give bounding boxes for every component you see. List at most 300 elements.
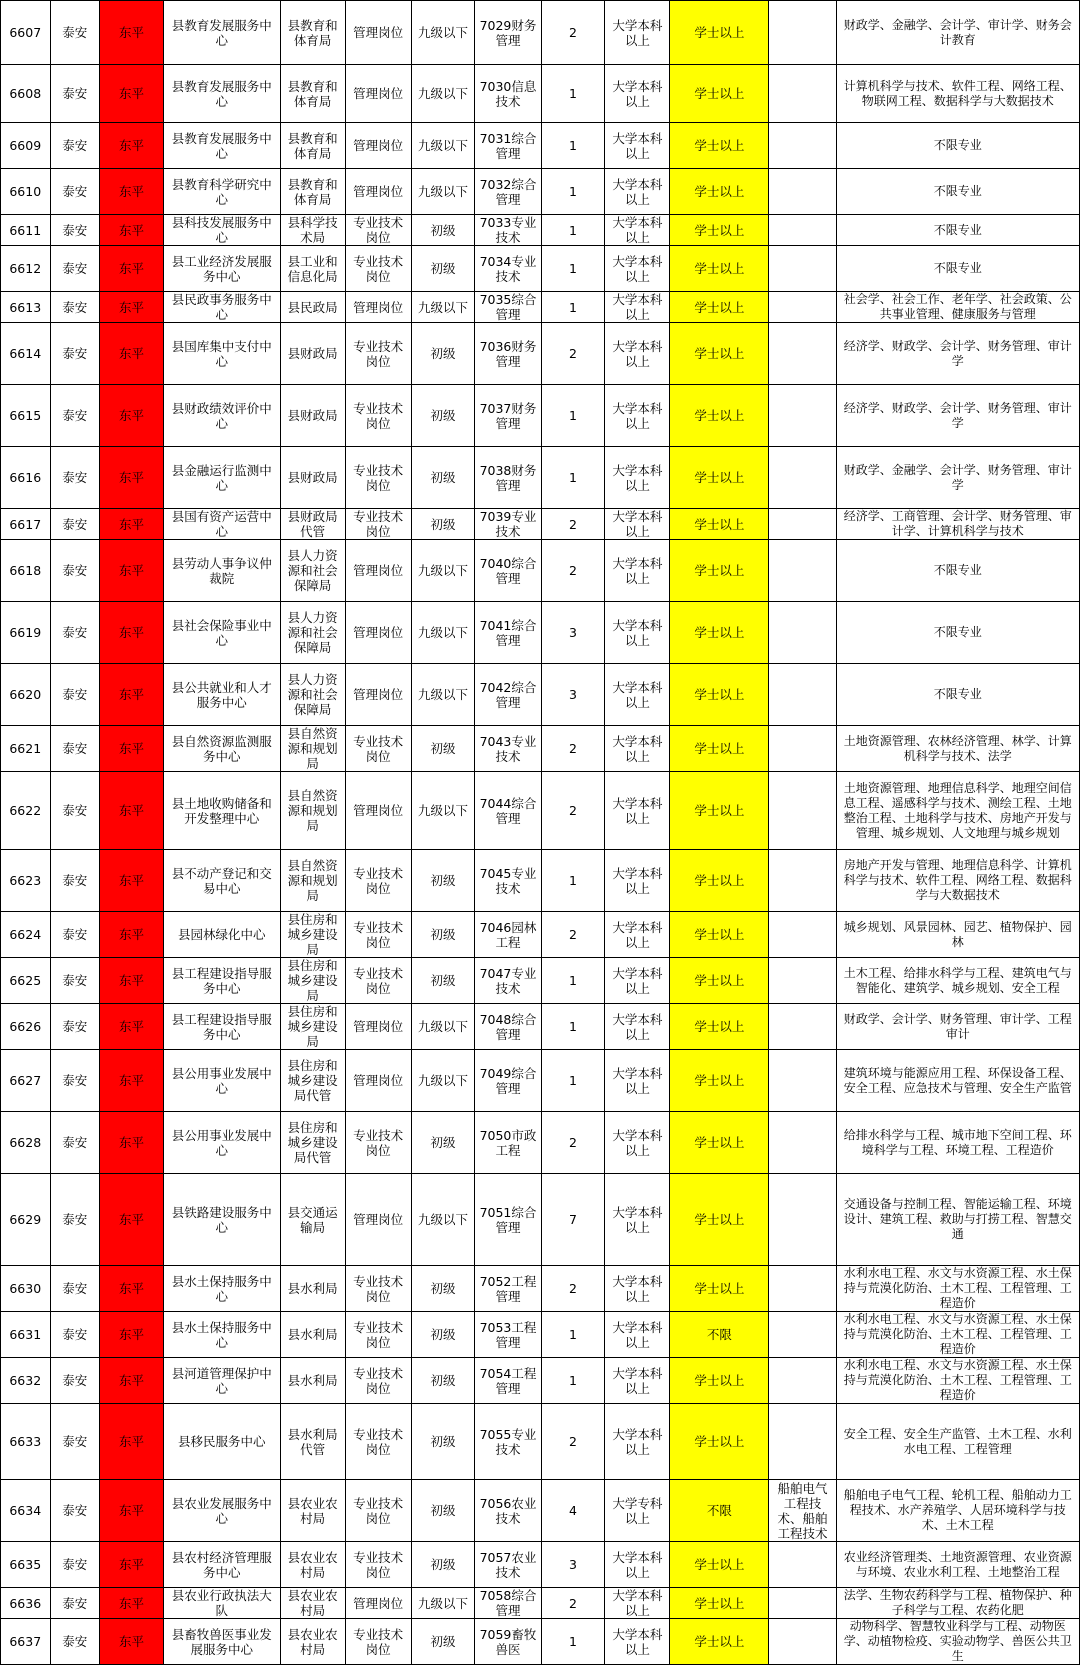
education-cell: 大学本科以上 bbox=[605, 726, 670, 772]
unit-name-cell: 县教育科学研究中心 bbox=[163, 169, 280, 215]
degree-cell: 学士以上 bbox=[670, 1619, 769, 1665]
headcount-cell: 2 bbox=[541, 912, 605, 958]
bachelor-major-cell: 不限专业 bbox=[836, 602, 1079, 664]
headcount-cell: 3 bbox=[541, 664, 605, 726]
degree-cell: 学士以上 bbox=[670, 1266, 769, 1312]
headcount-cell: 1 bbox=[541, 215, 605, 246]
county-cell: 东平 bbox=[100, 540, 164, 602]
post-type-cell: 专业技术岗位 bbox=[345, 1404, 411, 1480]
post-level-cell: 九级以下 bbox=[411, 1588, 475, 1619]
table-row bbox=[1, 850, 1080, 912]
post-id-cell: 6619 bbox=[1, 602, 51, 664]
associate-major-cell bbox=[769, 123, 836, 169]
post-level-cell: 初级 bbox=[411, 958, 475, 1004]
post-code-name-cell: 7033专业技术 bbox=[475, 215, 541, 246]
associate-major-cell bbox=[769, 912, 836, 958]
degree-cell: 不限 bbox=[670, 1480, 769, 1542]
department-cell: 县水利局代管 bbox=[280, 1404, 345, 1480]
bachelor-major-cell: 不限专业 bbox=[836, 169, 1079, 215]
department-cell: 县住房和城乡建设局代管 bbox=[280, 1050, 345, 1112]
county-cell: 东平 bbox=[100, 1, 164, 65]
post-type-cell: 管理岗位 bbox=[345, 123, 411, 169]
post-level-cell: 初级 bbox=[411, 850, 475, 912]
associate-major-cell bbox=[769, 1619, 836, 1665]
unit-name-cell: 县工程建设指导服务中心 bbox=[163, 958, 280, 1004]
unit-name-cell: 县铁路建设服务中心 bbox=[163, 1174, 280, 1266]
bachelor-major-cell: 土地资源管理、农林经济管理、林学、计算机科学与技术、法学 bbox=[836, 726, 1079, 772]
department-cell: 县教育和体育局 bbox=[280, 169, 345, 215]
city-cell: 泰安 bbox=[50, 540, 100, 602]
post-level-cell: 九级以下 bbox=[411, 65, 475, 123]
education-cell: 大学本科以上 bbox=[605, 292, 670, 323]
post-id-cell: 6628 bbox=[1, 1112, 51, 1174]
post-id-cell: 6625 bbox=[1, 958, 51, 1004]
department-cell: 县教育和体育局 bbox=[280, 1, 345, 65]
post-id-cell: 6630 bbox=[1, 1266, 51, 1312]
associate-major-cell bbox=[769, 1266, 836, 1312]
table-row bbox=[1, 323, 1080, 385]
associate-major-cell bbox=[769, 323, 836, 385]
education-cell: 大学专科以上 bbox=[605, 1480, 670, 1542]
county-cell: 东平 bbox=[100, 850, 164, 912]
degree-cell: 学士以上 bbox=[670, 385, 769, 447]
city-cell: 泰安 bbox=[50, 246, 100, 292]
bachelor-major-cell: 土木工程、给排水科学与工程、建筑电气与智能化、建筑学、城乡规划、安全工程 bbox=[836, 958, 1079, 1004]
bachelor-major-cell: 经济学、财政学、会计学、财务管理、审计学 bbox=[836, 385, 1079, 447]
department-cell: 县住房和城乡建设局代管 bbox=[280, 1112, 345, 1174]
education-cell: 大学本科以上 bbox=[605, 1542, 670, 1588]
post-type-cell: 管理岗位 bbox=[345, 772, 411, 850]
education-cell: 大学本科以上 bbox=[605, 1312, 670, 1358]
post-level-cell: 初级 bbox=[411, 1312, 475, 1358]
bachelor-major-cell: 财政学、金融学、会计学、财务管理、审计学 bbox=[836, 447, 1079, 509]
headcount-cell: 1 bbox=[541, 1619, 605, 1665]
associate-major-cell bbox=[769, 850, 836, 912]
unit-name-cell: 县工业经济发展服务中心 bbox=[163, 246, 280, 292]
county-cell: 东平 bbox=[100, 169, 164, 215]
table-row bbox=[1, 1619, 1080, 1665]
post-code-name-cell: 7048综合管理 bbox=[475, 1004, 541, 1050]
post-type-cell: 专业技术岗位 bbox=[345, 1266, 411, 1312]
associate-major-cell bbox=[769, 169, 836, 215]
city-cell: 泰安 bbox=[50, 1542, 100, 1588]
unit-name-cell: 县国有资产运营中心 bbox=[163, 509, 280, 540]
unit-name-cell: 县水土保持服务中心 bbox=[163, 1266, 280, 1312]
degree-cell: 学士以上 bbox=[670, 1588, 769, 1619]
post-level-cell: 九级以下 bbox=[411, 1050, 475, 1112]
county-cell: 东平 bbox=[100, 509, 164, 540]
degree-cell: 学士以上 bbox=[670, 447, 769, 509]
bachelor-major-cell: 不限专业 bbox=[836, 540, 1079, 602]
education-cell: 大学本科以上 bbox=[605, 1588, 670, 1619]
department-cell: 县教育和体育局 bbox=[280, 65, 345, 123]
city-cell: 泰安 bbox=[50, 323, 100, 385]
post-code-name-cell: 7041综合管理 bbox=[475, 602, 541, 664]
degree-cell: 学士以上 bbox=[670, 215, 769, 246]
post-type-cell: 专业技术岗位 bbox=[345, 323, 411, 385]
department-cell: 县科学技术局 bbox=[280, 215, 345, 246]
post-id-cell: 6618 bbox=[1, 540, 51, 602]
post-type-cell: 管理岗位 bbox=[345, 1050, 411, 1112]
post-level-cell: 九级以下 bbox=[411, 1, 475, 65]
post-id-cell: 6612 bbox=[1, 246, 51, 292]
post-type-cell: 专业技术岗位 bbox=[345, 1619, 411, 1665]
unit-name-cell: 县科技发展服务中心 bbox=[163, 215, 280, 246]
table-row bbox=[1, 664, 1080, 726]
unit-name-cell: 县不动产登记和交易中心 bbox=[163, 850, 280, 912]
post-type-cell: 管理岗位 bbox=[345, 1004, 411, 1050]
table-row bbox=[1, 246, 1080, 292]
unit-name-cell: 县农业行政执法大队 bbox=[163, 1588, 280, 1619]
bachelor-major-cell: 不限专业 bbox=[836, 664, 1079, 726]
unit-name-cell: 县公用事业发展中心 bbox=[163, 1050, 280, 1112]
education-cell: 大学本科以上 bbox=[605, 169, 670, 215]
associate-major-cell bbox=[769, 958, 836, 1004]
city-cell: 泰安 bbox=[50, 169, 100, 215]
headcount-cell: 1 bbox=[541, 65, 605, 123]
degree-cell: 学士以上 bbox=[670, 1404, 769, 1480]
bachelor-major-cell: 水利水电工程、水文与水资源工程、水土保持与荒漠化防治、土木工程、工程管理、工程造价 bbox=[836, 1266, 1079, 1312]
city-cell: 泰安 bbox=[50, 1174, 100, 1266]
post-type-cell: 专业技术岗位 bbox=[345, 850, 411, 912]
education-cell: 大学本科以上 bbox=[605, 850, 670, 912]
associate-major-cell bbox=[769, 1542, 836, 1588]
degree-cell: 学士以上 bbox=[670, 123, 769, 169]
county-cell: 东平 bbox=[100, 1174, 164, 1266]
city-cell: 泰安 bbox=[50, 850, 100, 912]
education-cell: 大学本科以上 bbox=[605, 602, 670, 664]
headcount-cell: 7 bbox=[541, 1174, 605, 1266]
headcount-cell: 2 bbox=[541, 1112, 605, 1174]
city-cell: 泰安 bbox=[50, 1404, 100, 1480]
post-id-cell: 6627 bbox=[1, 1050, 51, 1112]
education-cell: 大学本科以上 bbox=[605, 509, 670, 540]
degree-cell: 学士以上 bbox=[670, 540, 769, 602]
city-cell: 泰安 bbox=[50, 292, 100, 323]
department-cell: 县财政局 bbox=[280, 447, 345, 509]
table-row bbox=[1, 1266, 1080, 1312]
headcount-cell: 2 bbox=[541, 1266, 605, 1312]
post-type-cell: 管理岗位 bbox=[345, 664, 411, 726]
degree-cell: 学士以上 bbox=[670, 1004, 769, 1050]
department-cell: 县人力资源和社会保障局 bbox=[280, 540, 345, 602]
post-level-cell: 初级 bbox=[411, 1112, 475, 1174]
unit-name-cell: 县水土保持服务中心 bbox=[163, 1312, 280, 1358]
table-row bbox=[1, 123, 1080, 169]
table-row bbox=[1, 169, 1080, 215]
city-cell: 泰安 bbox=[50, 1112, 100, 1174]
unit-name-cell: 县国库集中支付中心 bbox=[163, 323, 280, 385]
post-type-cell: 专业技术岗位 bbox=[345, 912, 411, 958]
table-row bbox=[1, 1112, 1080, 1174]
degree-cell: 学士以上 bbox=[670, 169, 769, 215]
headcount-cell: 1 bbox=[541, 1358, 605, 1404]
department-cell: 县水利局 bbox=[280, 1266, 345, 1312]
table-row bbox=[1, 1480, 1080, 1542]
city-cell: 泰安 bbox=[50, 1, 100, 65]
post-id-cell: 6623 bbox=[1, 850, 51, 912]
bachelor-major-cell: 动物科学、智慧牧业科学与工程、动物医学、动植物检疫、实验动物学、兽医公共卫生 bbox=[836, 1619, 1079, 1665]
unit-name-cell: 县园林绿化中心 bbox=[163, 912, 280, 958]
department-cell: 县自然资源和规划局 bbox=[280, 850, 345, 912]
post-code-name-cell: 7051综合管理 bbox=[475, 1174, 541, 1266]
education-cell: 大学本科以上 bbox=[605, 664, 670, 726]
bachelor-major-cell: 财政学、金融学、会计学、审计学、财务会计教育 bbox=[836, 1, 1079, 65]
table-row bbox=[1, 726, 1080, 772]
table-row bbox=[1, 292, 1080, 323]
post-level-cell: 初级 bbox=[411, 385, 475, 447]
post-type-cell: 专业技术岗位 bbox=[345, 385, 411, 447]
unit-name-cell: 县农村经济管理服务中心 bbox=[163, 1542, 280, 1588]
city-cell: 泰安 bbox=[50, 726, 100, 772]
county-cell: 东平 bbox=[100, 323, 164, 385]
headcount-cell: 1 bbox=[541, 292, 605, 323]
post-id-cell: 6633 bbox=[1, 1404, 51, 1480]
table-row bbox=[1, 958, 1080, 1004]
city-cell: 泰安 bbox=[50, 1050, 100, 1112]
table-row bbox=[1, 215, 1080, 246]
post-level-cell: 初级 bbox=[411, 1480, 475, 1542]
post-code-name-cell: 7059畜牧兽医 bbox=[475, 1619, 541, 1665]
post-code-name-cell: 7050市政工程 bbox=[475, 1112, 541, 1174]
post-level-cell: 九级以下 bbox=[411, 602, 475, 664]
education-cell: 大学本科以上 bbox=[605, 1619, 670, 1665]
county-cell: 东平 bbox=[100, 65, 164, 123]
post-level-cell: 初级 bbox=[411, 912, 475, 958]
bachelor-major-cell: 船舶电子电气工程、轮机工程、船舶动力工程技术、水产养殖学、人居环境科学与技术、土木工程 bbox=[836, 1480, 1079, 1542]
table-row bbox=[1, 1404, 1080, 1480]
post-id-cell: 6626 bbox=[1, 1004, 51, 1050]
post-id-cell: 6624 bbox=[1, 912, 51, 958]
post-id-cell: 6608 bbox=[1, 65, 51, 123]
post-level-cell: 初级 bbox=[411, 447, 475, 509]
education-cell: 大学本科以上 bbox=[605, 1358, 670, 1404]
city-cell: 泰安 bbox=[50, 958, 100, 1004]
post-id-cell: 6629 bbox=[1, 1174, 51, 1266]
county-cell: 东平 bbox=[100, 1404, 164, 1480]
post-level-cell: 九级以下 bbox=[411, 1004, 475, 1050]
post-id-cell: 6636 bbox=[1, 1588, 51, 1619]
department-cell: 县人力资源和社会保障局 bbox=[280, 602, 345, 664]
unit-name-cell: 县金融运行监测中心 bbox=[163, 447, 280, 509]
post-code-name-cell: 7042综合管理 bbox=[475, 664, 541, 726]
city-cell: 泰安 bbox=[50, 664, 100, 726]
headcount-cell: 2 bbox=[541, 540, 605, 602]
table-row bbox=[1, 912, 1080, 958]
unit-name-cell: 县自然资源监测服务中心 bbox=[163, 726, 280, 772]
bachelor-major-cell: 社会学、社会工作、老年学、社会政策、公共事业管理、健康服务与管理 bbox=[836, 292, 1079, 323]
associate-major-cell bbox=[769, 664, 836, 726]
post-id-cell: 6632 bbox=[1, 1358, 51, 1404]
post-level-cell: 初级 bbox=[411, 323, 475, 385]
associate-major-cell bbox=[769, 1588, 836, 1619]
associate-major-cell bbox=[769, 1312, 836, 1358]
post-level-cell: 九级以下 bbox=[411, 772, 475, 850]
table-row bbox=[1, 509, 1080, 540]
table-row bbox=[1, 1, 1080, 65]
headcount-cell: 1 bbox=[541, 958, 605, 1004]
county-cell: 东平 bbox=[100, 1588, 164, 1619]
county-cell: 东平 bbox=[100, 123, 164, 169]
headcount-cell: 2 bbox=[541, 1, 605, 65]
post-level-cell: 初级 bbox=[411, 1542, 475, 1588]
associate-major-cell bbox=[769, 772, 836, 850]
degree-cell: 学士以上 bbox=[670, 602, 769, 664]
department-cell: 县财政局 bbox=[280, 323, 345, 385]
headcount-cell: 1 bbox=[541, 1312, 605, 1358]
post-type-cell: 专业技术岗位 bbox=[345, 215, 411, 246]
county-cell: 东平 bbox=[100, 602, 164, 664]
county-cell: 东平 bbox=[100, 912, 164, 958]
county-cell: 东平 bbox=[100, 1542, 164, 1588]
headcount-cell: 3 bbox=[541, 1542, 605, 1588]
department-cell: 县农业农村局 bbox=[280, 1588, 345, 1619]
post-id-cell: 6620 bbox=[1, 664, 51, 726]
unit-name-cell: 县教育发展服务中心 bbox=[163, 1, 280, 65]
associate-major-cell bbox=[769, 1404, 836, 1480]
department-cell: 县工业和信息化局 bbox=[280, 246, 345, 292]
headcount-cell: 2 bbox=[541, 772, 605, 850]
degree-cell: 不限 bbox=[670, 1312, 769, 1358]
table-row bbox=[1, 1050, 1080, 1112]
city-cell: 泰安 bbox=[50, 509, 100, 540]
post-level-cell: 初级 bbox=[411, 509, 475, 540]
city-cell: 泰安 bbox=[50, 123, 100, 169]
city-cell: 泰安 bbox=[50, 1266, 100, 1312]
unit-name-cell: 县农业发展服务中心 bbox=[163, 1480, 280, 1542]
headcount-cell: 1 bbox=[541, 1004, 605, 1050]
county-cell: 东平 bbox=[100, 1266, 164, 1312]
bachelor-major-cell: 建筑环境与能源应用工程、环保设备工程、安全工程、应急技术与管理、安全生产监管 bbox=[836, 1050, 1079, 1112]
post-level-cell: 初级 bbox=[411, 1404, 475, 1480]
bachelor-major-cell: 安全工程、安全生产监管、土木工程、水利水电工程、工程管理 bbox=[836, 1404, 1079, 1480]
bachelor-major-cell: 水利水电工程、水文与水资源工程、水土保持与荒漠化防治、土木工程、工程管理、工程造价 bbox=[836, 1312, 1079, 1358]
post-code-name-cell: 7034专业技术 bbox=[475, 246, 541, 292]
bachelor-major-cell: 城乡规划、风景园林、园艺、植物保护、园林 bbox=[836, 912, 1079, 958]
education-cell: 大学本科以上 bbox=[605, 246, 670, 292]
city-cell: 泰安 bbox=[50, 1358, 100, 1404]
department-cell: 县财政局 bbox=[280, 385, 345, 447]
department-cell: 县教育和体育局 bbox=[280, 123, 345, 169]
city-cell: 泰安 bbox=[50, 772, 100, 850]
degree-cell: 学士以上 bbox=[670, 664, 769, 726]
county-cell: 东平 bbox=[100, 385, 164, 447]
education-cell: 大学本科以上 bbox=[605, 65, 670, 123]
department-cell: 县水利局 bbox=[280, 1312, 345, 1358]
post-level-cell: 初级 bbox=[411, 1358, 475, 1404]
county-cell: 东平 bbox=[100, 1312, 164, 1358]
post-type-cell: 专业技术岗位 bbox=[345, 958, 411, 1004]
department-cell: 县住房和城乡建设局 bbox=[280, 958, 345, 1004]
post-code-name-cell: 7053工程管理 bbox=[475, 1312, 541, 1358]
post-code-name-cell: 7036财务管理 bbox=[475, 323, 541, 385]
table-row bbox=[1, 772, 1080, 850]
post-type-cell: 管理岗位 bbox=[345, 540, 411, 602]
headcount-cell: 2 bbox=[541, 1588, 605, 1619]
post-type-cell: 专业技术岗位 bbox=[345, 726, 411, 772]
education-cell: 大学本科以上 bbox=[605, 772, 670, 850]
post-code-name-cell: 7045专业技术 bbox=[475, 850, 541, 912]
degree-cell: 学士以上 bbox=[670, 1050, 769, 1112]
education-cell: 大学本科以上 bbox=[605, 912, 670, 958]
county-cell: 东平 bbox=[100, 1112, 164, 1174]
post-code-name-cell: 7029财务管理 bbox=[475, 1, 541, 65]
associate-major-cell bbox=[769, 385, 836, 447]
county-cell: 东平 bbox=[100, 772, 164, 850]
education-cell: 大学本科以上 bbox=[605, 123, 670, 169]
post-id-cell: 6616 bbox=[1, 447, 51, 509]
headcount-cell: 2 bbox=[541, 323, 605, 385]
post-id-cell: 6609 bbox=[1, 123, 51, 169]
department-cell: 县农业农村局 bbox=[280, 1480, 345, 1542]
post-code-name-cell: 7037财务管理 bbox=[475, 385, 541, 447]
county-cell: 东平 bbox=[100, 292, 164, 323]
county-cell: 东平 bbox=[100, 1619, 164, 1665]
education-cell: 大学本科以上 bbox=[605, 1050, 670, 1112]
table-row bbox=[1, 65, 1080, 123]
bachelor-major-cell: 不限专业 bbox=[836, 215, 1079, 246]
bachelor-major-cell: 经济学、财政学、会计学、财务管理、审计学 bbox=[836, 323, 1079, 385]
post-level-cell: 初级 bbox=[411, 215, 475, 246]
post-type-cell: 专业技术岗位 bbox=[345, 1358, 411, 1404]
department-cell: 县农业农村局 bbox=[280, 1542, 345, 1588]
associate-major-cell bbox=[769, 65, 836, 123]
post-level-cell: 九级以下 bbox=[411, 292, 475, 323]
associate-major-cell bbox=[769, 292, 836, 323]
post-code-name-cell: 7055专业技术 bbox=[475, 1404, 541, 1480]
education-cell: 大学本科以上 bbox=[605, 447, 670, 509]
table-row bbox=[1, 602, 1080, 664]
post-code-name-cell: 7038财务管理 bbox=[475, 447, 541, 509]
post-type-cell: 专业技术岗位 bbox=[345, 1312, 411, 1358]
county-cell: 东平 bbox=[100, 215, 164, 246]
post-id-cell: 6613 bbox=[1, 292, 51, 323]
post-code-name-cell: 7032综合管理 bbox=[475, 169, 541, 215]
county-cell: 东平 bbox=[100, 1358, 164, 1404]
headcount-cell: 1 bbox=[541, 850, 605, 912]
headcount-cell: 1 bbox=[541, 123, 605, 169]
post-code-name-cell: 7035综合管理 bbox=[475, 292, 541, 323]
education-cell: 大学本科以上 bbox=[605, 1174, 670, 1266]
post-code-name-cell: 7043专业技术 bbox=[475, 726, 541, 772]
post-type-cell: 管理岗位 bbox=[345, 1174, 411, 1266]
table-row bbox=[1, 1542, 1080, 1588]
post-code-name-cell: 7040综合管理 bbox=[475, 540, 541, 602]
post-type-cell: 专业技术岗位 bbox=[345, 509, 411, 540]
post-level-cell: 九级以下 bbox=[411, 1174, 475, 1266]
bachelor-major-cell: 经济学、工商管理、会计学、财务管理、审计学、计算机科学与技术 bbox=[836, 509, 1079, 540]
bachelor-major-cell: 土地资源管理、地理信息科学、地理空间信息工程、遥感科学与技术、测绘工程、土地整治工程、土地科学与技术、房地产开发与管理、城乡规划、人文地理与城乡规划 bbox=[836, 772, 1079, 850]
headcount-cell: 2 bbox=[541, 726, 605, 772]
department-cell: 县住房和城乡建设局 bbox=[280, 912, 345, 958]
education-cell: 大学本科以上 bbox=[605, 385, 670, 447]
post-level-cell: 初级 bbox=[411, 726, 475, 772]
unit-name-cell: 县教育发展服务中心 bbox=[163, 65, 280, 123]
unit-name-cell: 县畜牧兽医事业发展服务中心 bbox=[163, 1619, 280, 1665]
table-row bbox=[1, 1588, 1080, 1619]
post-code-name-cell: 7030信息技术 bbox=[475, 65, 541, 123]
post-code-name-cell: 7058综合管理 bbox=[475, 1588, 541, 1619]
post-id-cell: 6607 bbox=[1, 1, 51, 65]
bachelor-major-cell: 法学、生物农药科学与工程、植物保护、种子科学与工程、农药化肥 bbox=[836, 1588, 1079, 1619]
city-cell: 泰安 bbox=[50, 65, 100, 123]
post-id-cell: 6621 bbox=[1, 726, 51, 772]
degree-cell: 学士以上 bbox=[670, 1112, 769, 1174]
department-cell: 县民政局 bbox=[280, 292, 345, 323]
post-type-cell: 管理岗位 bbox=[345, 1, 411, 65]
post-type-cell: 管理岗位 bbox=[345, 169, 411, 215]
associate-major-cell bbox=[769, 726, 836, 772]
